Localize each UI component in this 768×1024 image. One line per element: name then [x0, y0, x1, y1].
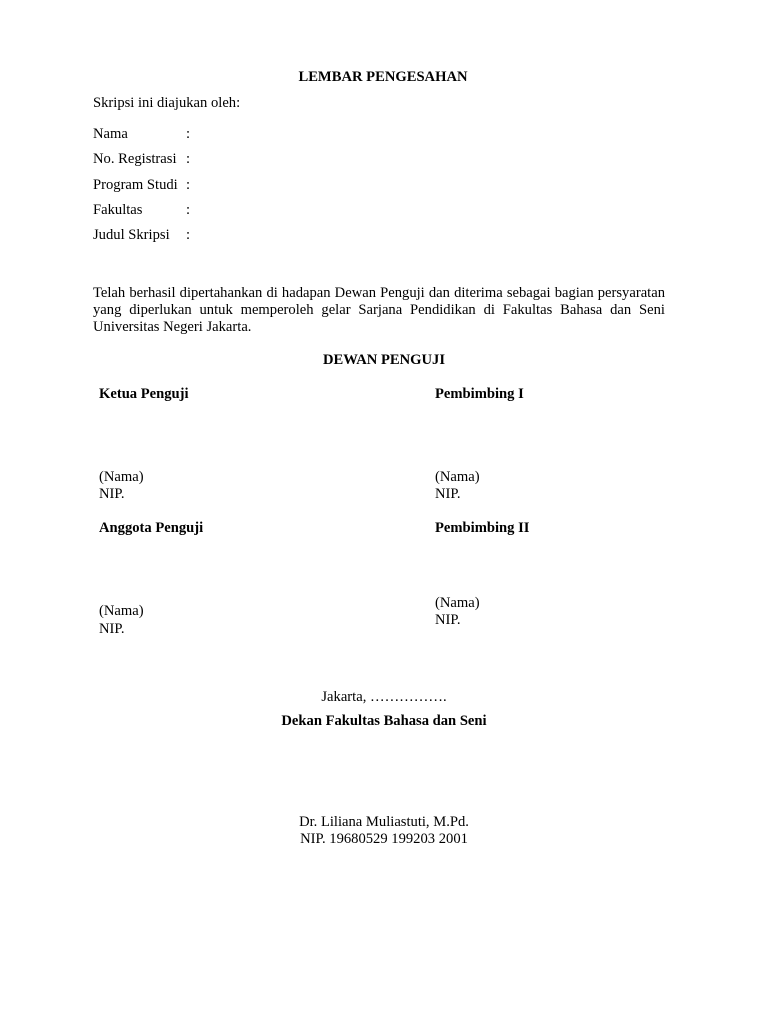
- dean-name: Dr. Liliana Muliastuti, M.Pd.: [299, 814, 469, 830]
- examiner-nip-ketua-penguji: NIP.: [99, 486, 125, 502]
- examiner-role-ketua-penguji: Ketua Penguji: [99, 386, 189, 402]
- document-title: LEMBAR PENGESAHAN: [298, 69, 468, 85]
- field-label-program-studi: Program Studi: [93, 177, 178, 193]
- section-heading: DEWAN PENGUJI: [322, 352, 446, 368]
- field-label-no-registrasi: No. Registrasi: [93, 151, 177, 167]
- field-label-fakultas: Fakultas: [93, 202, 143, 218]
- field-label-judul-skripsi: Judul Skripsi: [93, 227, 170, 243]
- approval-paragraph: Telah berhasil dipertahankan di hadapan Dewan Penguji dan diterima sebagai bagian persyaratan yang diperlukan untuk memperoleh gelar Sarjana Pendidikan di Fakultas Bahasa dan Seni Universitas Negeri Jakarta.: [93, 285, 665, 335]
- examiner-name-pembimbing-2: (Nama): [435, 595, 480, 611]
- examiner-nip-anggota-penguji: NIP.: [99, 621, 125, 637]
- dean-title: Dekan Fakultas Bahasa dan Seni: [281, 713, 487, 729]
- examiner-name-anggota-penguji: (Nama): [99, 603, 144, 619]
- examiner-name-ketua-penguji: (Nama): [99, 469, 144, 485]
- field-label-nama: Nama: [93, 126, 128, 142]
- field-colon-judul-skripsi: :: [186, 227, 191, 243]
- field-colon-fakultas: :: [186, 202, 191, 218]
- examiner-nip-pembimbing-1: NIP.: [435, 486, 461, 502]
- examiner-role-anggota-penguji: Anggota Penguji: [99, 520, 204, 536]
- examiner-role-pembimbing-1: Pembimbing I: [435, 386, 524, 402]
- examiner-name-pembimbing-1: (Nama): [435, 469, 480, 485]
- place-date: Jakarta, …………….: [321, 689, 447, 705]
- field-colon-no-registrasi: :: [186, 151, 191, 167]
- field-colon-nama: :: [186, 126, 191, 142]
- examiner-role-pembimbing-2: Pembimbing II: [435, 520, 530, 536]
- intro-text: Skripsi ini diajukan oleh:: [93, 95, 241, 111]
- examiner-nip-pembimbing-2: NIP.: [435, 612, 461, 628]
- field-colon-program-studi: :: [186, 177, 191, 193]
- dean-nip: NIP. 19680529 199203 2001: [300, 831, 468, 847]
